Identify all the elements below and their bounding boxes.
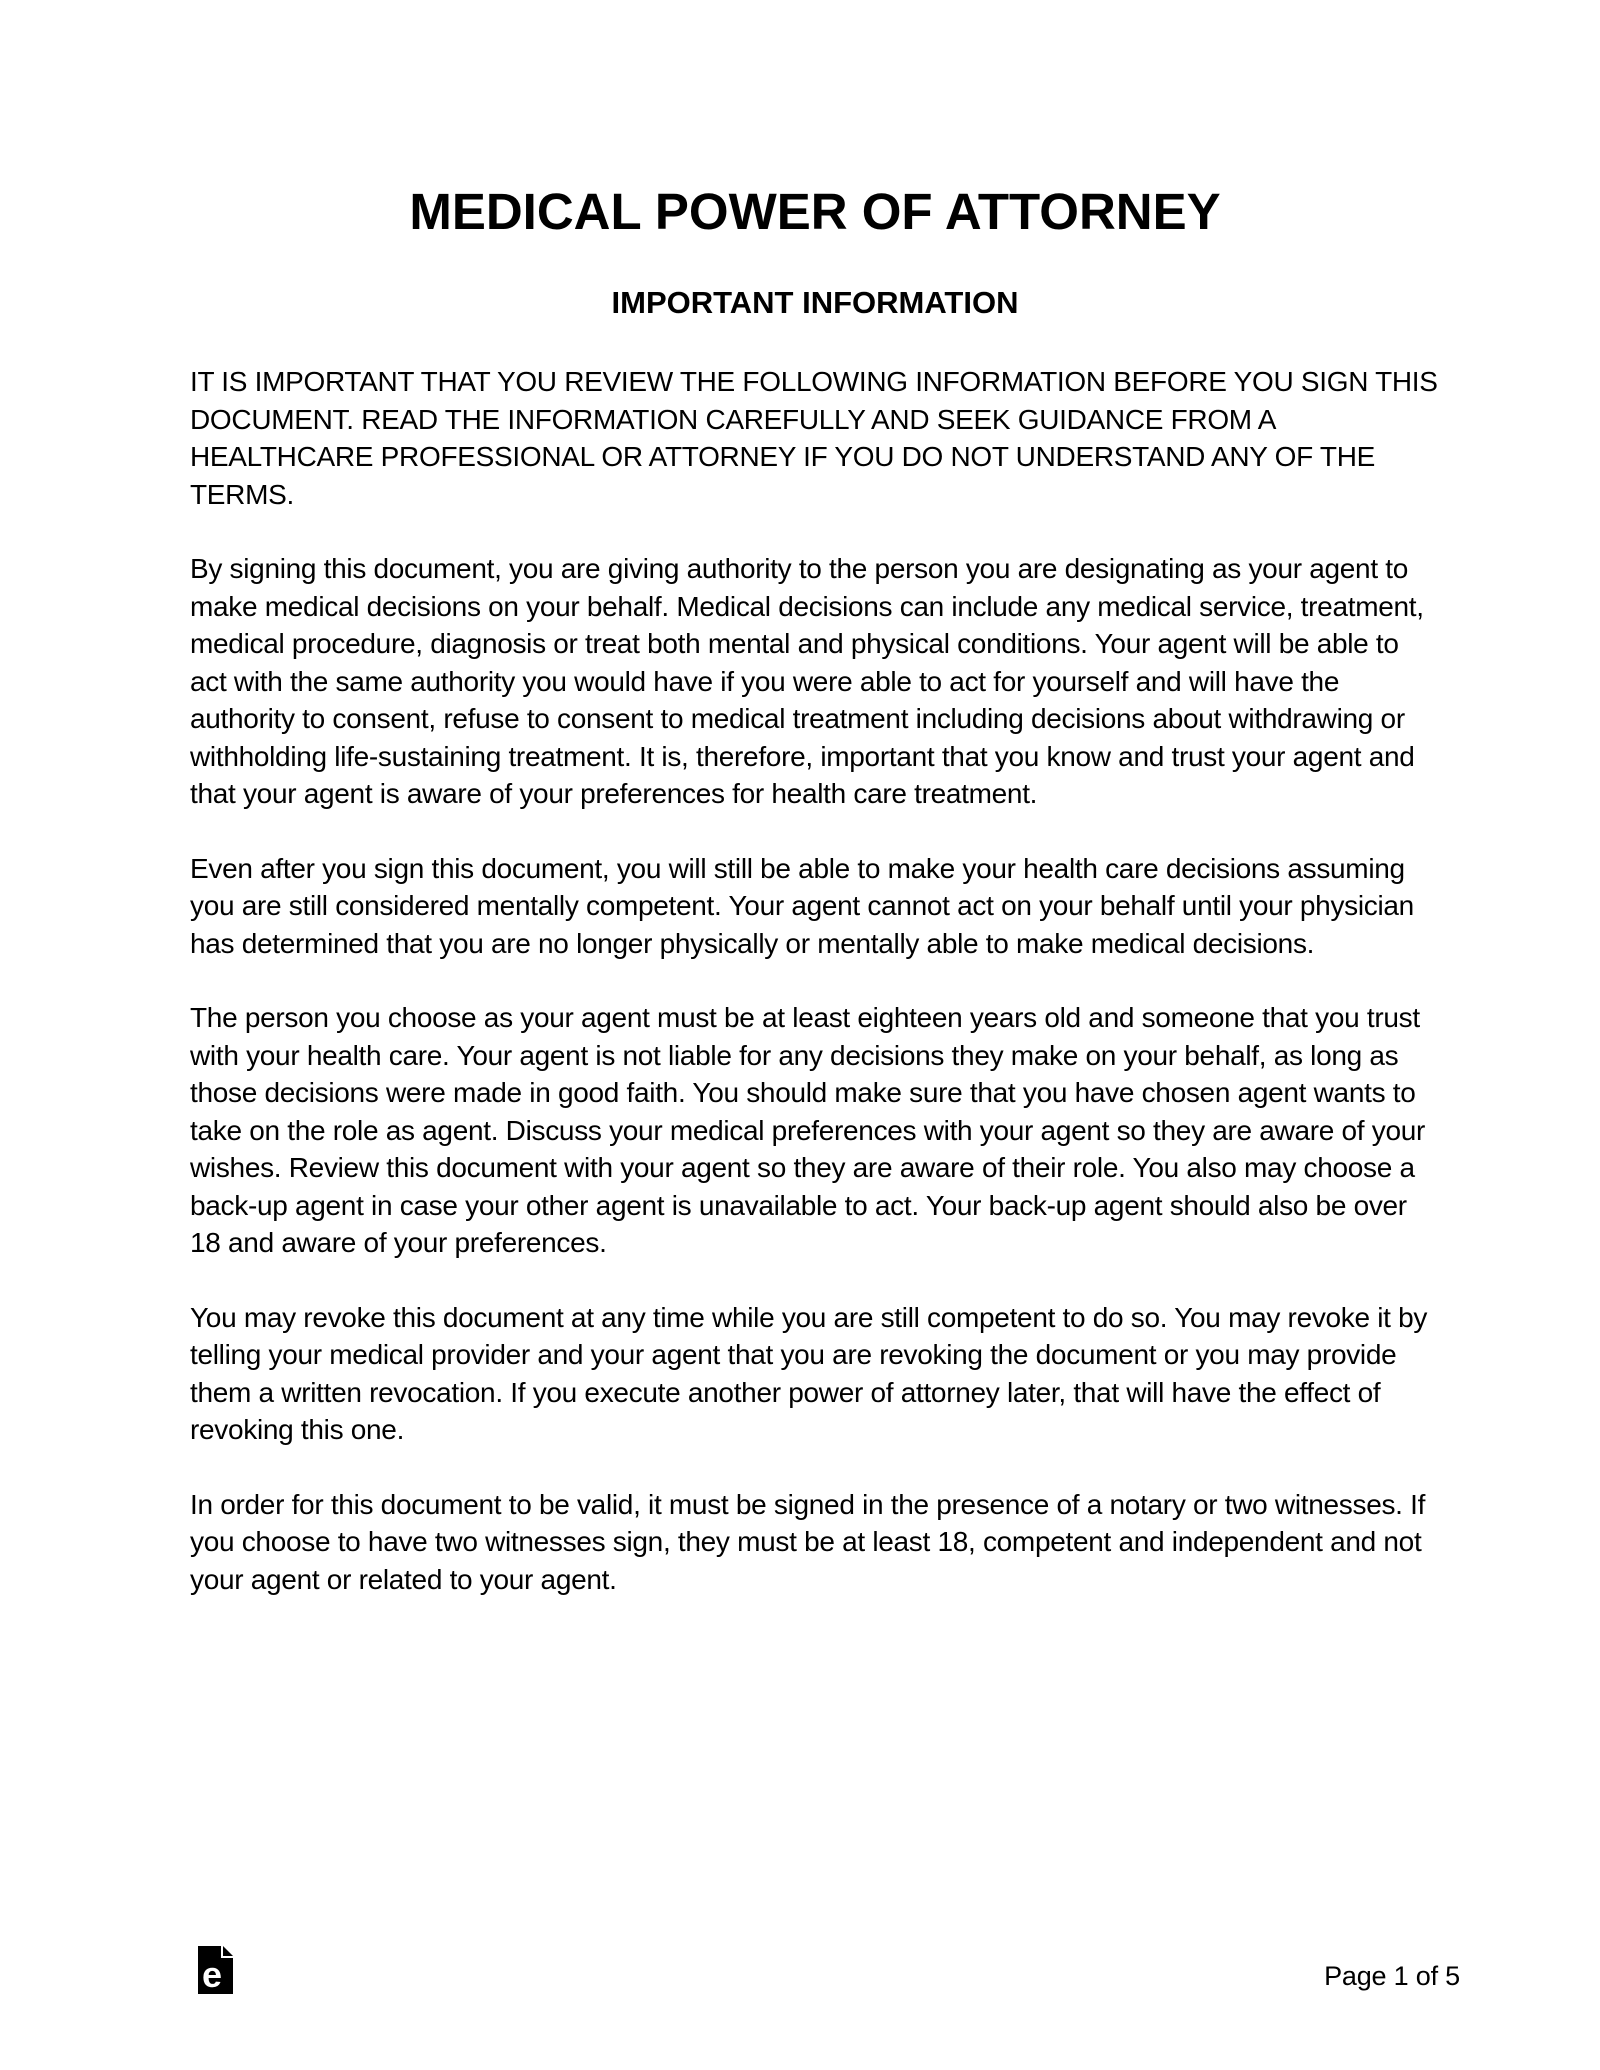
page-title: MEDICAL POWER OF ATTORNEY xyxy=(409,183,1221,240)
paragraph-agent-authority: By signing this document, you are giving authority to the person you are designating as your agent to make medical decisions on your behalf. Medical decisions can include any medical service, treatment, medical procedure, diagnosis or treat both mental and physical conditions. Your agent will be able to act with the same authority you would have if you were able to act for yourself and will have the authority to consent, refuse to consent to medical treatment including decisions about withdrawing or withholding life-sustaining treatment. It is, therefore, important that you know and trust your agent and that your agent is aware of your preferences for health care treatment. xyxy=(190,553,1424,809)
eforms-document-icon xyxy=(197,1945,234,1995)
paragraph-choosing-agent: The person you choose as your agent must be at least eighteen years old and someone that you trust with your health care. Your agent is not liable for any decisions they make on your behalf, as long as those decisions were made in good faith. You should make sure that you have chosen agent wants to take on the role as agent. Discuss your medical preferences with your agent so they are aware of your wishes. Review this document with your agent so they are aware of their role. You also may choose a back-up agent in case your other agent is unavailable to act. Your back-up agent should also be over 18 and aware of your preferences. xyxy=(190,1002,1426,1258)
logo-letter: e xyxy=(202,1954,223,1995)
paragraph-review-notice: IT IS IMPORTANT THAT YOU REVIEW THE FOLLOWING INFORMATION BEFORE YOU SIGN THIS DOCUMENT. READ THE INFORMATION CAREFULLY AND SEEK GUIDANCE FROM A HEALTHCARE PROFESSIONAL OR ATTORNEY IF YOU DO NOT UNDERSTAND ANY OF THE TERMS. xyxy=(190,366,1438,510)
paragraph-competency: Even after you sign this document, you will still be able to make your health care decisions assuming you are still considered mentally competent. Your agent cannot act on your behalf until your physician has determined that you are no longer physically or mentally able to make medical decisions. xyxy=(190,852,1414,959)
page-number-label: Page 1 of 5 xyxy=(1324,1961,1460,1991)
paragraph-revocation: You may revoke this document at any time while you are still competent to do so. You may revoke it by telling your medical provider and your agent that you are revoking the document or you may provide them a written revocation. If you execute another power of attorney later, that will have the effect of revoking this one. xyxy=(190,1301,1428,1445)
section-heading: IMPORTANT INFORMATION xyxy=(611,285,1019,320)
document-body xyxy=(190,363,1440,1598)
paragraph-validity-witnesses: In order for this document to be valid, it must be signed in the presence of a notary or two witnesses. If you choose to have two witnesses sign, they must be at least 18, competent and independent and not your agent or related to your agent. xyxy=(190,1488,1426,1595)
